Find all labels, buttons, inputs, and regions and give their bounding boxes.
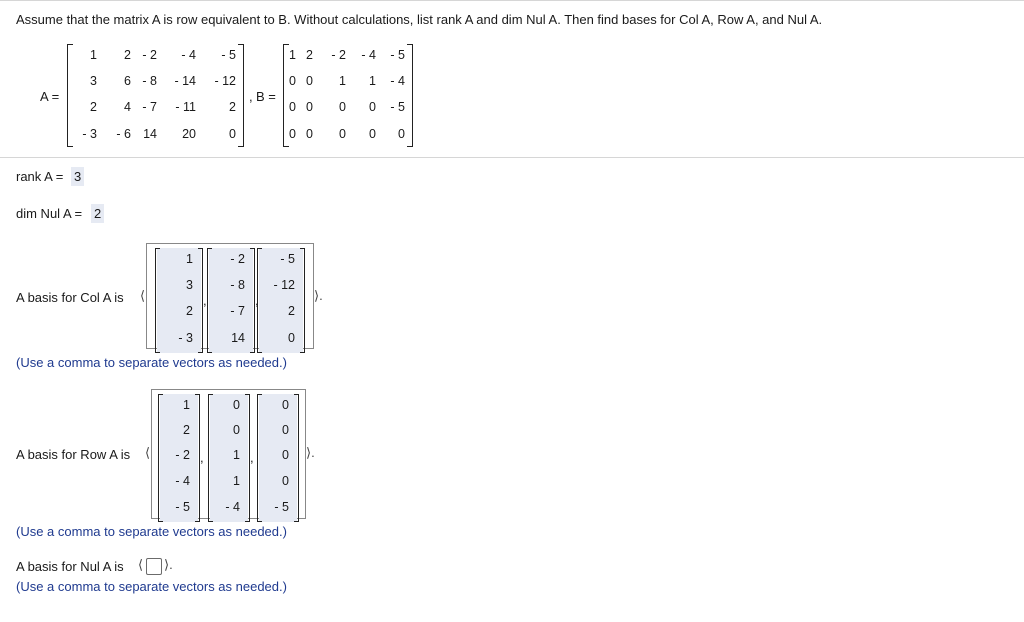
matrix-b-cell: 0 bbox=[339, 127, 346, 141]
row-basis-vector-entry: 0 bbox=[282, 398, 289, 412]
matrix-b-cell: - 5 bbox=[390, 48, 405, 62]
row-basis-vector-right-bracket bbox=[294, 394, 299, 522]
col-basis-close-brace: ⟩. bbox=[314, 288, 323, 303]
nul-basis-label: A basis for Nul A is bbox=[16, 559, 124, 574]
col-basis-vector-comma: , bbox=[203, 292, 207, 308]
row-basis-vector-entry: 0 bbox=[233, 423, 240, 437]
nul-basis-open-brace: ⟨ bbox=[138, 557, 144, 572]
row-basis-vector-entry: 0 bbox=[282, 423, 289, 437]
col-basis-vector-entry: - 8 bbox=[230, 278, 245, 292]
matrix-b-cell: 0 bbox=[289, 127, 296, 141]
matrix-b-cell: 0 bbox=[306, 74, 313, 88]
col-basis-vector-right-bracket bbox=[300, 248, 305, 353]
nul-basis-input[interactable] bbox=[146, 558, 162, 575]
row-basis-vector-entry: 1 bbox=[233, 474, 240, 488]
row-basis-vector-entry: - 4 bbox=[175, 474, 190, 488]
row-basis-vector-entry: 1 bbox=[183, 398, 190, 412]
row-basis-vector-entry: 2 bbox=[183, 423, 190, 437]
matrix-a-label: A = bbox=[40, 89, 60, 104]
matrix-a-cell: 2 bbox=[124, 48, 131, 62]
matrix-b-cell: 0 bbox=[369, 127, 376, 141]
nul-basis-hint: (Use a comma to separate vectors as needed.) bbox=[16, 579, 287, 594]
row-basis-hint: (Use a comma to separate vectors as needed.) bbox=[16, 524, 287, 539]
matrix-a-cell: 3 bbox=[90, 74, 97, 88]
matrix-a-cell: - 6 bbox=[116, 127, 131, 141]
row-basis-vector-entry: - 2 bbox=[175, 448, 190, 462]
top-divider bbox=[0, 0, 1024, 1]
matrix-b-cell: 0 bbox=[289, 100, 296, 114]
matrix-b-cell: 1 bbox=[289, 48, 296, 62]
matrix-a-cell: - 7 bbox=[142, 100, 157, 114]
rank-answer[interactable]: 3 bbox=[71, 167, 84, 186]
matrix-a-cell: 6 bbox=[124, 74, 131, 88]
col-basis-vector-entry: 1 bbox=[186, 252, 193, 266]
row-basis-vector-entry: - 5 bbox=[175, 500, 190, 514]
row-basis-vector-entry: 0 bbox=[282, 474, 289, 488]
matrix-a-cell: 20 bbox=[182, 127, 196, 141]
col-basis-vector-entry: 2 bbox=[186, 304, 193, 318]
row-basis-open-brace: ⟨ bbox=[145, 445, 151, 460]
matrix-a-cell: - 2 bbox=[142, 48, 157, 62]
matrix-a-cell: 14 bbox=[143, 127, 157, 141]
matrix-b-cell: 1 bbox=[369, 74, 376, 88]
matrix-a-cell: 4 bbox=[124, 100, 131, 114]
matrix-b-cell: 0 bbox=[339, 100, 346, 114]
matrix-b-cell: 2 bbox=[306, 48, 313, 62]
matrix-a-cell: - 11 bbox=[175, 100, 196, 114]
matrix-b-cell: - 4 bbox=[361, 48, 376, 62]
matrix-b-right-bracket bbox=[407, 44, 413, 147]
matrix-a-cell: 1 bbox=[90, 48, 97, 62]
col-basis-vector-entry: - 12 bbox=[273, 278, 295, 292]
question-text: Assume that the matrix A is row equivalent to B. Without calculations, list rank A and dim Nul A. Then find bases for Col A, Row A, and Nul A. bbox=[16, 12, 823, 27]
col-basis-vector-entry: 2 bbox=[288, 304, 295, 318]
row-basis-vector-entry: 0 bbox=[282, 448, 289, 462]
matrix-a-cell: - 14 bbox=[174, 74, 196, 88]
matrix-a-cell: 2 bbox=[90, 100, 97, 114]
matrix-b-cell: 1 bbox=[339, 74, 346, 88]
matrix-b-separator: , bbox=[249, 89, 253, 104]
matrix-b-cell: 0 bbox=[398, 127, 405, 141]
row-basis-vector-entry: - 4 bbox=[225, 500, 240, 514]
row-basis-vector-entry: 1 bbox=[233, 448, 240, 462]
row-basis-label: A basis for Row A is bbox=[16, 447, 131, 462]
matrix-a-cell: - 5 bbox=[221, 48, 236, 62]
col-basis-vector-entry: 3 bbox=[186, 278, 193, 292]
matrix-a-cell: 0 bbox=[229, 127, 236, 141]
col-basis-open-brace: ⟨ bbox=[140, 288, 146, 303]
col-basis-vector-entry: - 2 bbox=[230, 252, 245, 266]
col-basis-vector-entry: - 5 bbox=[280, 252, 295, 266]
row-basis-vector-comma: , bbox=[200, 450, 204, 465]
dim-nul-label: dim Nul A = bbox=[16, 206, 83, 221]
col-basis-vector-entry: 14 bbox=[231, 331, 245, 345]
matrix-b-cell: 0 bbox=[289, 74, 296, 88]
col-basis-label: A basis for Col A is bbox=[16, 290, 124, 305]
matrix-b-cell: - 2 bbox=[331, 48, 346, 62]
matrix-a-cell: - 4 bbox=[181, 48, 196, 62]
row-basis-vector-comma: , bbox=[250, 450, 254, 465]
matrix-b-cell: - 4 bbox=[390, 74, 405, 88]
matrix-a-cell: - 8 bbox=[142, 74, 157, 88]
matrix-a-cell: - 3 bbox=[82, 127, 97, 141]
nul-basis-close-brace: ⟩. bbox=[164, 557, 173, 572]
matrix-b-cell: 0 bbox=[306, 127, 313, 141]
matrix-b-cell: 0 bbox=[369, 100, 376, 114]
dim-nul-answer[interactable]: 2 bbox=[91, 204, 104, 223]
matrix-b-cell: 0 bbox=[306, 100, 313, 114]
col-basis-hint: (Use a comma to separate vectors as needed.) bbox=[16, 355, 287, 370]
row-basis-vector-entry: 0 bbox=[233, 398, 240, 412]
row-basis-vector-entry: - 5 bbox=[274, 500, 289, 514]
col-basis-vector-entry: - 3 bbox=[178, 331, 193, 345]
matrix-a-cell: 2 bbox=[229, 100, 236, 114]
col-basis-vector-entry: 0 bbox=[288, 331, 295, 345]
matrix-b-label: B = bbox=[256, 89, 276, 104]
col-basis-vector-comma: , bbox=[255, 292, 259, 308]
col-basis-vector-entry: - 7 bbox=[230, 304, 245, 318]
matrix-a-cell: - 12 bbox=[214, 74, 236, 88]
row-basis-close-brace: ⟩. bbox=[306, 445, 315, 460]
matrix-b-cell: - 5 bbox=[390, 100, 405, 114]
rank-label: rank A = bbox=[16, 169, 64, 184]
section-divider bbox=[0, 157, 1024, 158]
